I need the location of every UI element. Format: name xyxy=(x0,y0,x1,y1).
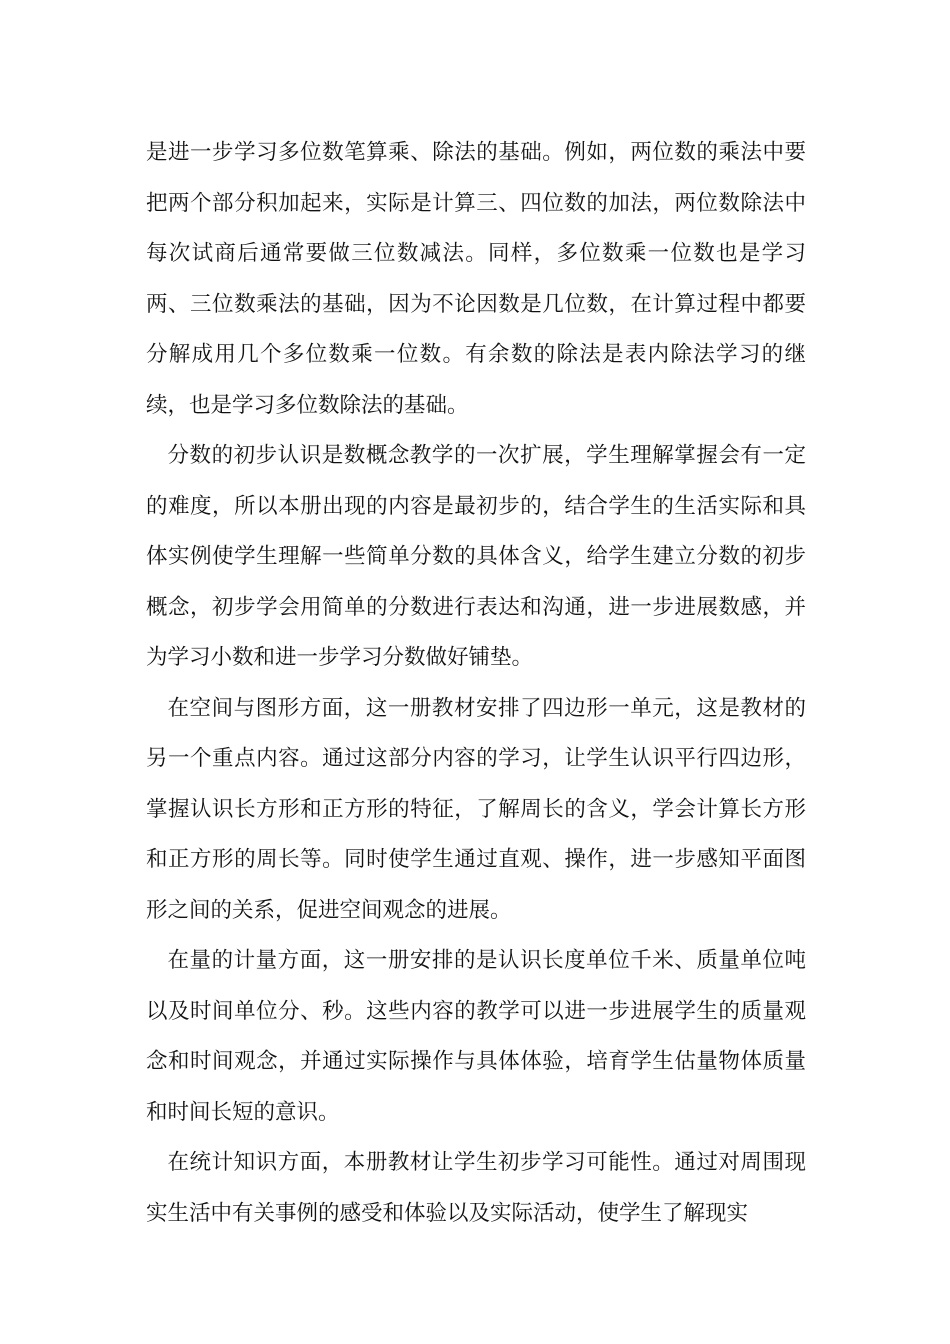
paragraph-geometry: 在空间与图形方面，这一册教材安排了四边形一单元，这是教材的另一个重点内容。通过这部分内容的学习，让学生认识平行四边形，掌握认识长方形和正方形的特征，了解周长的含义，学会计算长方形和正方形的周长等。同时使学生通过直观、操作，进一步感知平面图形之间的关系，促进空间观念的进展。 xyxy=(146,695,806,923)
paragraph-continuation: 是进一步学习多位数笔算乘、除法的基础。例如，两位数的乘法中要把两个部分积加起来，实际是计算三、四位数的加法，两位数除法中每次试商后通常要做三位数减法。同样，多位数乘一位数也是学习两、三位数乘法的基础，因为不论因数是几位数，在计算过程中都要分解成用几个多位数乘一位数。有余数的除法是表内除法学习的继续，也是学习多位数除法的基础。 xyxy=(146,140,806,418)
paragraph-measurement: 在量的计量方面，这一册安排的是认识长度单位千米、质量单位吨以及时间单位分、秒。这些内容的教学可以进一步进展学生的质量观念和时间观念，并通过实际操作与具体体验，培育学生估量物体质量和时间长短的意识。 xyxy=(146,948,806,1125)
paragraph-statistics: 在统计知识方面，本册教材让学生初步学习可能性。通过对周围现实生活中有关事例的感受和体验以及实际活动，使学生了解现实 xyxy=(146,1150,806,1226)
document-body xyxy=(146,128,806,1239)
paragraph-fractions: 分数的初步认识是数概念教学的一次扩展，学生理解掌握会有一定的难度，所以本册出现的内容是最初步的，结合学生的生活实际和具体实例使学生理解一些简单分数的具体含义，给学生建立分数的初步概念，初步学会用简单的分数进行表达和沟通，进一步进展数感，并为学习小数和进一步学习分数做好铺垫。 xyxy=(146,443,806,670)
